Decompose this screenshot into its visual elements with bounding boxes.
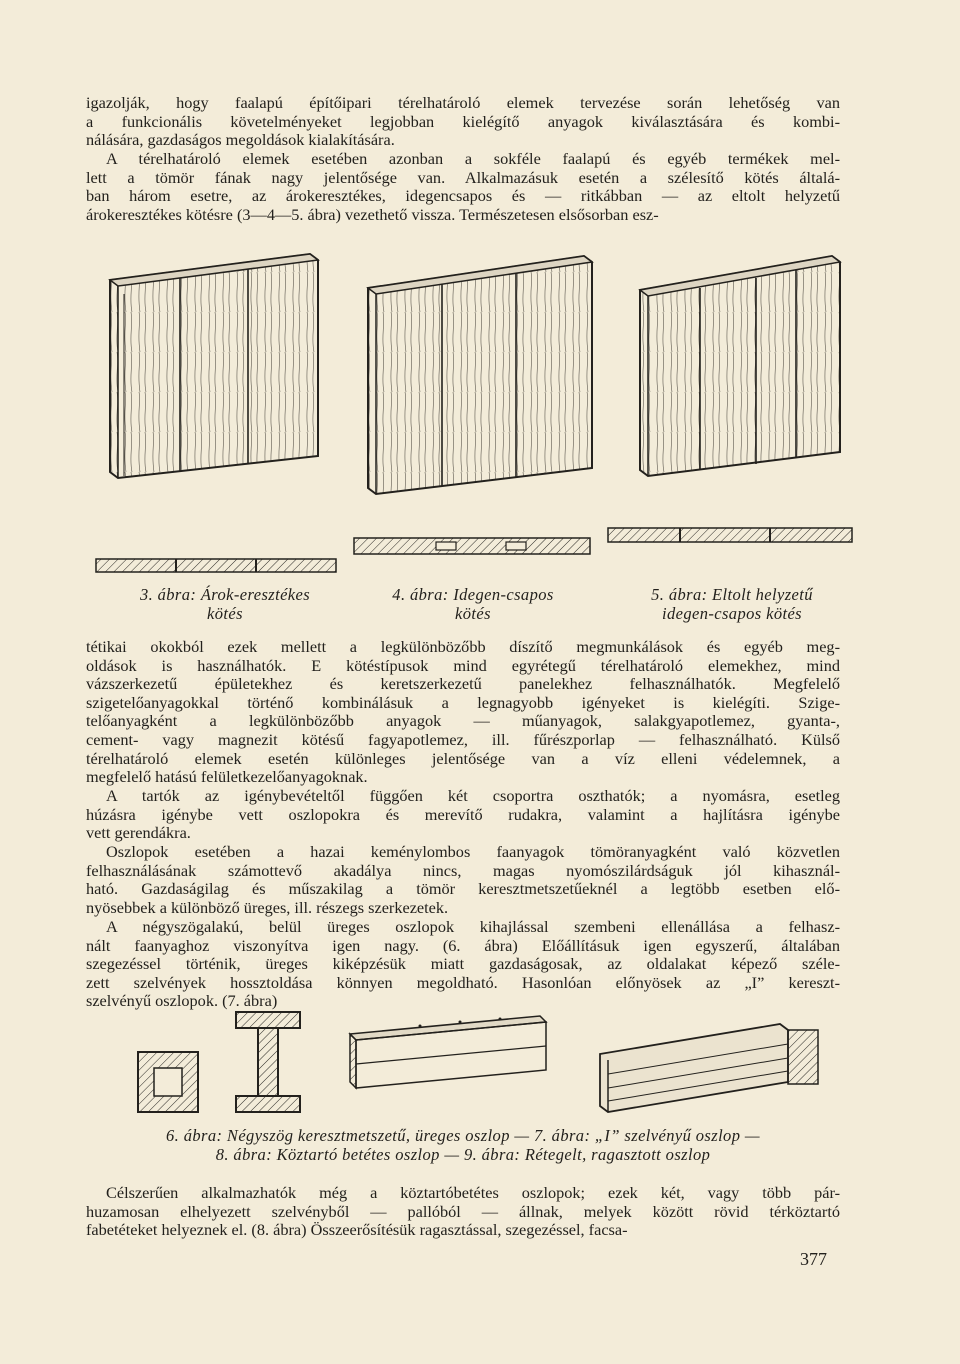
- text-line: lett a tömör fának nagy jelentősége van. Alkalmazásuk esetén a szélesítő kötés általá-: [86, 168, 840, 187]
- figure-3-drawing: [96, 254, 336, 572]
- caption-line: 5. ábra: Eltolt helyzetű: [651, 585, 813, 604]
- paragraph-hollow-columns: [86, 918, 840, 1011]
- text-line: nálására, gazdaságos megoldások kialakítására.: [86, 131, 395, 150]
- text-line: A négyszögalakú, belül üreges oszlopok kihajlással szembeni ellenállása a felhasz-: [106, 918, 840, 936]
- text-line: nyösebbek a különböző üreges, ill. részegs szerkezetek.: [86, 898, 449, 917]
- text-line: ban három esetre, az árokeresztékes, idegencsapos és — ritkábban — az eltolt helyzetű: [86, 187, 840, 206]
- caption-line: 6. ábra: Négyszög keresztmetszetű, üreges oszlop — 7. ábra: „I” szelvényű oszlop —: [166, 1126, 760, 1145]
- text-line: szelvényű oszlopok. (7. ábra): [86, 992, 278, 1011]
- caption-line: 3. ábra: Árok-eresztékes: [139, 585, 311, 604]
- caption-line: kötés: [207, 604, 243, 623]
- paragraph-spacer-columns: [86, 1184, 840, 1240]
- text-line: huzamosan elhelyezett szelvényből — pallóból — állnak, melyek között rövid térköztartó: [86, 1202, 840, 1221]
- text-line: nált faanyaghoz viszonyítva igen nagy. (6. ábra) Előállításuk igen egyszerű, általában: [86, 936, 840, 955]
- figure-8-drawing: [350, 1016, 546, 1088]
- text-line: húzásra igénybe vett oszlopokra és merevítő rudakra, valamint a hajlításra igénybe: [86, 805, 840, 824]
- paragraph-aesthetics: [86, 638, 840, 787]
- caption-line: kötés: [455, 604, 491, 623]
- figure-4-drawing: [354, 256, 592, 554]
- text-line: oldások is használhatók. E kötéstípusok mind egyrétegű térelhatároló elemekhez, mind: [86, 656, 840, 675]
- text-line: Oszlopok esetében a hazai keménylombos faanyagok tömöranyagként való közvetlen: [106, 843, 840, 861]
- text-line: A tartók az igénybevételtől függően két csoportra oszthatók; a nyomásra, esetleg: [106, 787, 840, 805]
- text-line: fabetéteket helyeznek el. (8. ábra) Összeerősítésük ragasztással, szegezéssel, facsa-: [86, 1221, 628, 1240]
- text-line: igazolják, hogy faalapú építőipari térelhatároló elemek tervezése során lehetőség van: [86, 94, 840, 112]
- caption-figure-4: [358, 585, 588, 623]
- figure-6-drawing: [138, 1052, 198, 1112]
- text-line: Célszerűen alkalmazhatók még a köztartóbetétes oszlopok; ezek két, vagy több pár-: [106, 1184, 840, 1202]
- figures-3-4-5: [80, 232, 860, 582]
- text-line: vett gerendákra.: [86, 824, 191, 843]
- text-line: szigetelőanyagokkal történő kombinálásuk a legnagyobb igényeket is kielégíti. Szige-: [86, 693, 840, 712]
- caption-figures-6-9: [86, 1126, 840, 1164]
- figure-9-drawing: [600, 1024, 818, 1112]
- text-line: felhasználásának számottevő akadálya nincs, magas nyomószilárdságuk jól kihasznál-: [86, 861, 840, 880]
- text-line: vázszerkezetű épületekhez és keretszerkezetű panelekhez felhasználhatók. Megfelelő: [86, 675, 840, 694]
- text-line: A térelhatároló elemek esetében azonban a sokféle faalapú és egyéb termékek mel-: [106, 150, 840, 168]
- page-number: 377: [800, 1249, 827, 1269]
- text-line: térelhatároló elemek esetén különleges jelentősége van a víz elleni védelemnek, a: [86, 749, 840, 768]
- caption-line: idegen-csapos kötés: [661, 604, 803, 623]
- figures-6-9: [120, 1004, 840, 1124]
- figure-5-drawing: [608, 256, 852, 542]
- paragraph-wall-elements: [86, 150, 840, 224]
- text-line: cement- vagy magnezit kötésű fagyapotlemez, ill. fűrészporlap — felhasználható. Külső: [86, 730, 840, 749]
- figure-7-drawing: [236, 1012, 300, 1112]
- text-line: tétikai okokból ezek mellett a legkülönbözőbb díszítő megmunkálások és egyéb meg-: [86, 638, 840, 656]
- caption-figure-3: [110, 585, 340, 623]
- text-line: a funkcionális követelményeket legjobban kielégítő anyagok kiválasztására és kombi-: [86, 112, 840, 131]
- paragraph-supports: [86, 787, 840, 843]
- caption-line: 8. ábra: Köztartó betétes oszlop — 9. ábra: Rétegelt, ragasztott oszlop: [215, 1145, 711, 1164]
- paragraph-columns: [86, 843, 840, 917]
- text-line: ható. Gazdaságilag és műszakilag a tömör keresztmetszetűeknél a legtöbb esetben elő-: [86, 880, 840, 899]
- text-line: árokeresztékes kötésre (3—4—5. ábra) vezethető vissza. Természetesen elsősorban esz-: [86, 205, 659, 224]
- text-line: megfelelő hatású felületkezelőanyagoknak.: [86, 768, 368, 787]
- paragraph-intro: [86, 94, 840, 150]
- caption-figure-5: [616, 585, 848, 623]
- text-line: zett szelvények hossztoldása könnyen megoldható. Hasonlóan előnyösek az „I” kereszt-: [86, 973, 840, 992]
- text-line: telőanyagként a legkülönbözőbb anyagok — műanyagok, salakgyapotlemez, gyanta-,: [86, 712, 840, 731]
- caption-line: 4. ábra: Idegen-csapos: [392, 585, 554, 604]
- text-line: szegezéssel történik, üreges kiképzésük miatt gazdaságosak, az oldalakat képező széle-: [86, 955, 840, 974]
